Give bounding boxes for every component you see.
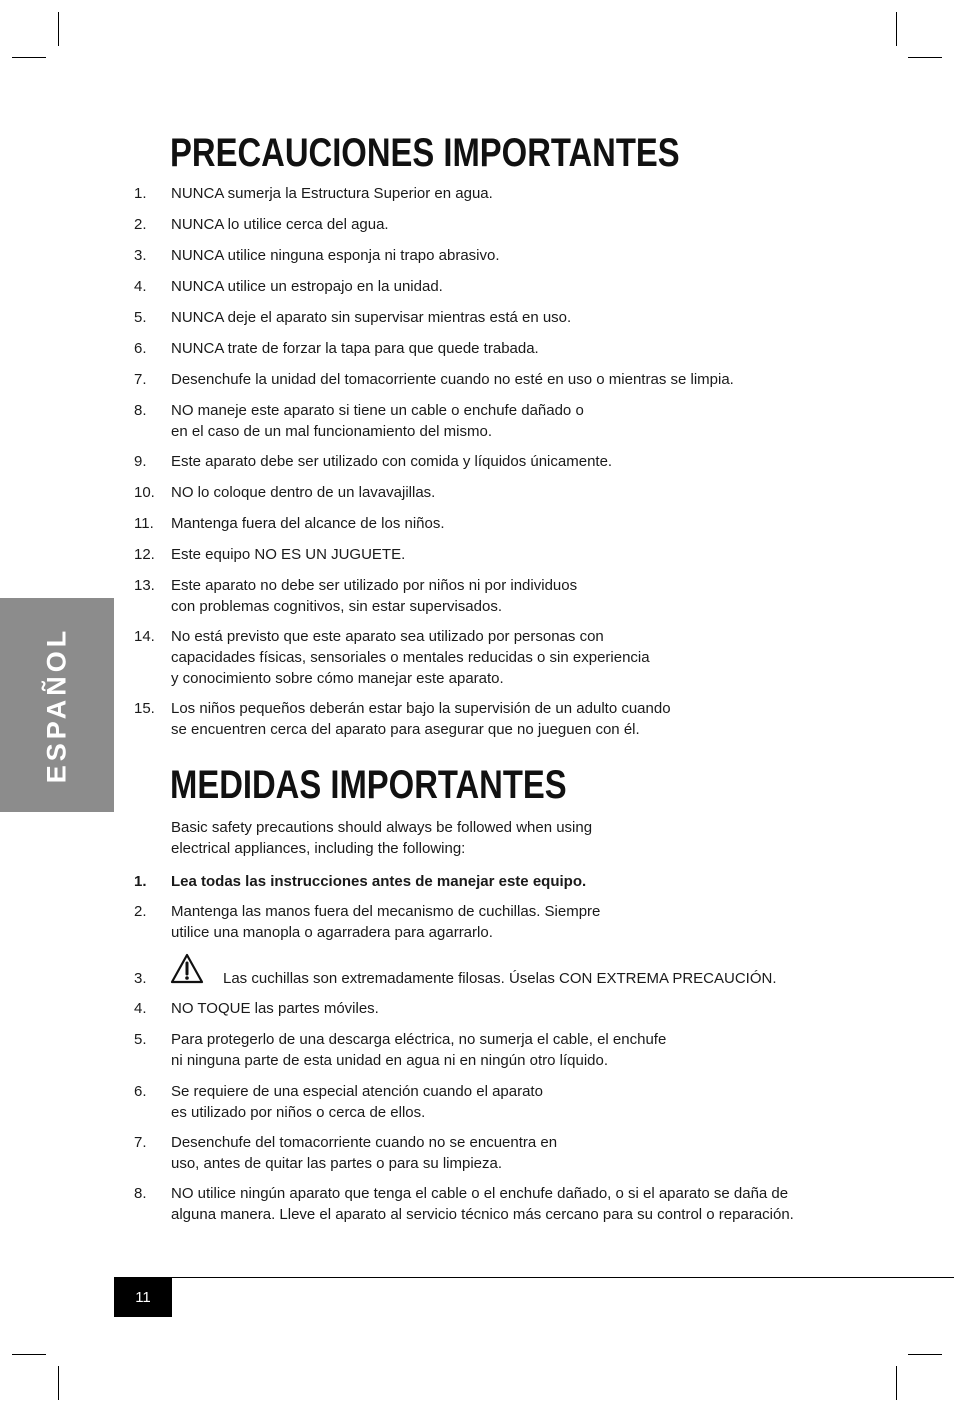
crop-mark	[58, 12, 59, 46]
list-item-line: capacidades físicas, sensoriales o mentales reducidas o sin experiencia	[171, 649, 650, 666]
list-item-number: 4.	[134, 1000, 147, 1017]
list-item-text	[171, 451, 871, 472]
list-item-number: 13.	[134, 577, 155, 594]
list-item-line: Se requiere de una especial atención cuando el aparato	[171, 1083, 543, 1100]
list-item-text	[171, 513, 871, 534]
list-item-line: NO lo coloque dentro de un lavavajillas.	[171, 484, 436, 501]
list-item-text	[171, 1132, 871, 1174]
list-item-line: NUNCA utilice un estropajo en la unidad.	[171, 278, 443, 295]
list-item-number: 4.	[134, 278, 147, 295]
list-item-line: NUNCA sumerja la Estructura Superior en agua.	[171, 185, 493, 202]
list-item-number: 3.	[134, 970, 147, 987]
list-item-text	[171, 575, 871, 617]
crop-mark	[908, 1354, 942, 1355]
list-item-number: 12.	[134, 546, 155, 563]
language-side-tab	[0, 598, 114, 812]
list-item-text	[171, 183, 871, 204]
language-tab-label: ESPAÑOL	[41, 626, 72, 784]
list-item-number: 1.	[134, 873, 147, 890]
list-item-line: Mantenga fuera del alcance de los niños.	[171, 515, 445, 532]
list-item-text	[171, 307, 871, 328]
list-item-number: 2.	[134, 216, 147, 233]
footer-rule	[114, 1277, 954, 1278]
list-item-line: Desenchufe la unidad del tomacorriente cuando no esté en uso o mientras se limpia.	[171, 371, 734, 388]
list-item-number: 7.	[134, 371, 147, 388]
list-item-number: 9.	[134, 453, 147, 470]
list-item-line: NO utilice ningún aparato que tenga el cable o el enchufe dañado, o si el aparato se daña de	[171, 1185, 789, 1202]
list-item-text	[171, 544, 871, 565]
intro-line: electrical appliances, including the following:	[171, 840, 466, 857]
list-item-line: alguna manera. Lleve el aparato al servicio técnico más cercano para su control o reparación.	[171, 1206, 794, 1223]
list-item-text	[171, 626, 871, 689]
list-item-line: NUNCA utilice ninguna esponja ni trapo abrasivo.	[171, 247, 500, 264]
crop-mark	[896, 1366, 897, 1400]
list-item-number: 3.	[134, 247, 147, 264]
list-item-line: se encuentren cerca del aparato para asegurar que no jueguen con él.	[171, 721, 640, 738]
list-item-number: 6.	[134, 1083, 147, 1100]
list-item-number: 10.	[134, 484, 155, 501]
list-item-text	[171, 245, 871, 266]
list-item-number: 8.	[134, 402, 147, 419]
list-item-number: 7.	[134, 1134, 147, 1151]
medidas-intro	[171, 817, 671, 859]
list-item-line: NO maneje este aparato si tiene un cable o enchufe dañado o	[171, 402, 584, 419]
list-item-line: Mantenga las manos fuera del mecanismo de cuchillas. Siempre	[171, 903, 601, 920]
precauciones-title: PRECAUCIONES IMPORTANTES	[170, 131, 680, 175]
list-item-text	[171, 1029, 871, 1071]
list-item-text: Las cuchillas son extremadamente filosas. Úselas CON EXTREMA PRECAUCIÓN.	[223, 970, 777, 987]
list-item-line: es utilizado por niños o cerca de ellos.	[171, 1104, 426, 1121]
list-item-text	[171, 1183, 871, 1225]
list-item-text	[171, 369, 871, 390]
medidas-title: MEDIDAS IMPORTANTES	[170, 763, 567, 807]
list-item-number: 2.	[134, 903, 147, 920]
list-item-text	[171, 482, 871, 503]
list-item-line: y conocimiento sobre cómo manejar este aparato.	[171, 670, 504, 687]
list-item-number: 14.	[134, 628, 155, 645]
list-item-text	[171, 214, 871, 235]
list-item-number: 5.	[134, 1031, 147, 1048]
list-item-line: ni ninguna parte de esta unidad en agua ni en ningún otro líquido.	[171, 1052, 609, 1069]
list-item-line: NUNCA trate de forzar la tapa para que quede trabada.	[171, 340, 539, 357]
list-item-line: Para protegerlo de una descarga eléctrica, no sumerja el cable, el enchufe	[171, 1031, 667, 1048]
list-item-line: utilice una manopla o agarradera para agarrarlo.	[171, 924, 493, 941]
list-item-line: Lea todas las instrucciones antes de manejar este equipo.	[171, 873, 587, 890]
page-number: 11	[114, 1278, 172, 1317]
list-item-line: NUNCA lo utilice cerca del agua.	[171, 216, 389, 233]
list-item-line: Este aparato no debe ser utilizado por niños ni por individuos	[171, 577, 578, 594]
list-item-line: NO TOQUE las partes móviles.	[171, 1000, 379, 1017]
list-item-line: Este equipo NO ES UN JUGUETE.	[171, 546, 406, 563]
list-item-line: NUNCA deje el aparato sin supervisar mientras está en uso.	[171, 309, 572, 326]
list-item-text	[171, 276, 871, 297]
list-item-text	[171, 1081, 871, 1123]
list-item-line: en el caso de un mal funcionamiento del mismo.	[171, 423, 493, 440]
crop-mark	[12, 57, 46, 58]
list-item-line: Este aparato debe ser utilizado con comida y líquidos únicamente.	[171, 453, 613, 470]
list-item-number: 1.	[134, 185, 147, 202]
list-item-text	[171, 400, 871, 442]
list-item-text	[171, 901, 871, 943]
list-item-line: uso, antes de quitar las partes o para su limpieza.	[171, 1155, 503, 1172]
list-item-line: Los niños pequeños deberán estar bajo la supervisión de un adulto cuando	[171, 700, 671, 717]
crop-mark	[908, 57, 942, 58]
crop-mark	[58, 1366, 59, 1400]
list-item-text	[171, 998, 871, 1019]
list-item-number: 15.	[134, 700, 155, 717]
list-item-number: 11.	[134, 515, 154, 532]
crop-mark	[12, 1354, 46, 1355]
list-item-text	[171, 871, 871, 892]
list-item-number: 5.	[134, 309, 147, 326]
list-item-number: 6.	[134, 340, 147, 357]
list-item-text	[171, 338, 871, 359]
list-item-line: con problemas cognitivos, sin estar supervisados.	[171, 598, 502, 615]
list-item-line: Desenchufe del tomacorriente cuando no se encuentra en	[171, 1134, 558, 1151]
warning-triangle-icon	[170, 953, 204, 984]
crop-mark	[896, 12, 897, 46]
list-item-text	[171, 698, 871, 740]
list-item-number: 8.	[134, 1185, 147, 1202]
intro-line: Basic safety precautions should always be followed when using	[171, 819, 593, 836]
list-item-line: No está previsto que este aparato sea utilizado por personas con	[171, 628, 604, 645]
